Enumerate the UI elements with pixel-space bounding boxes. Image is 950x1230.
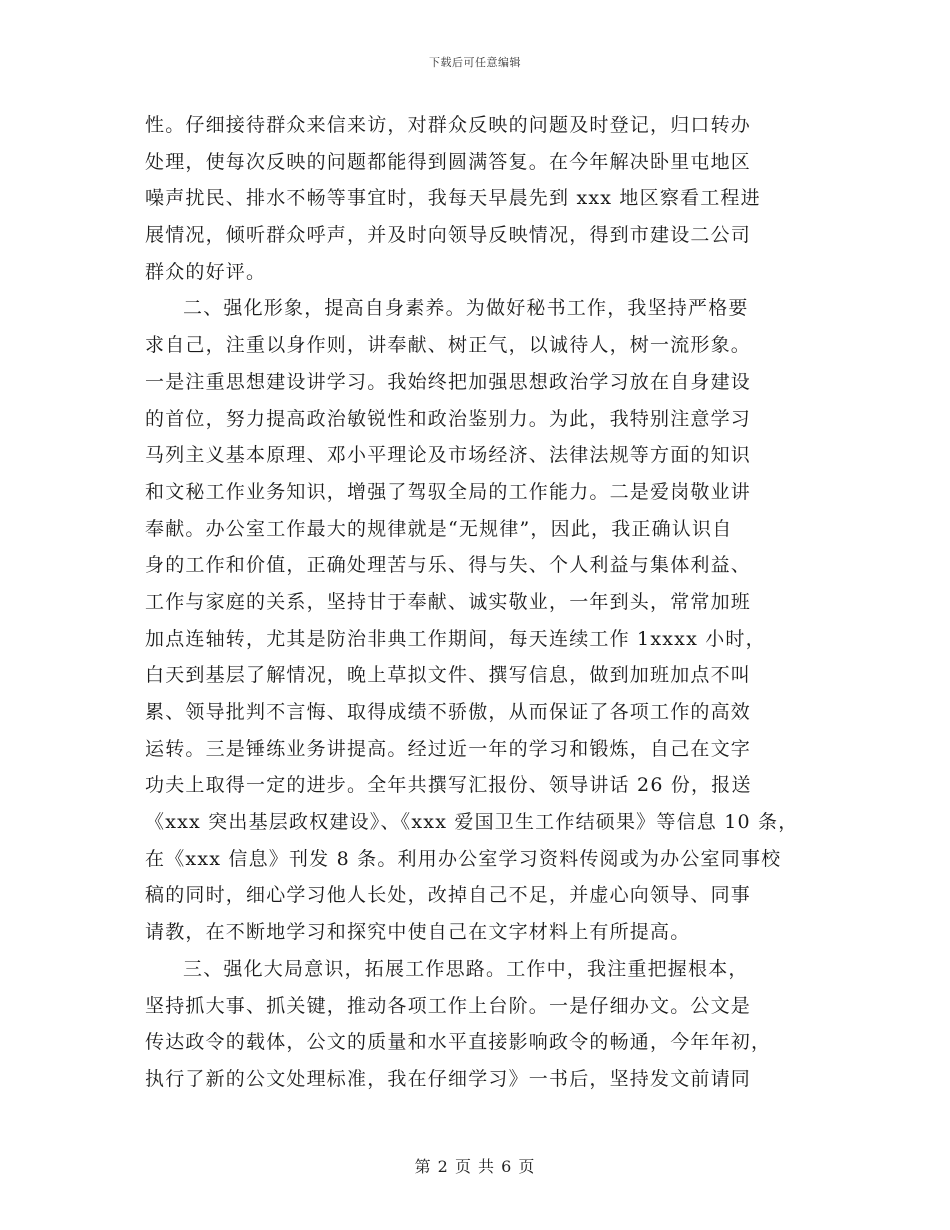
body-line: 处理，使每次反映的问题都能得到圆满答复。在今年解决卧里屯地区 [145,150,752,173]
body-line: 加点连轴转，尤其是防治非典工作期间，每天连续工作 1xxxx 小时， [145,627,766,650]
page-header: 下载后可任意编辑 [429,56,521,69]
body-line: 白天到基层了解情况，晚上草拟文件、撰写信息，做到加班加点不叫 [145,664,752,687]
document-body [145,107,825,1098]
body-line: 奉献。办公室工作最大的规律就是“无规律”，因此，我正确认识自 [145,517,733,540]
body-line: 执行了新的公文处理标准，我在仔细学习》一书后，坚持发文前请同 [145,1067,752,1090]
body-line: 累、领导批判不言悔、取得成绩不骄傲，从而保证了各项工作的高效 [145,701,752,723]
paragraph-start-line: 三、强化大局意识，拓展工作思路。工作中，我注重把握根本， [183,957,749,980]
body-line: 马列主义基本原理、邓小平理论及市场经济、法律法规等方面的知识 [145,444,752,467]
body-line: 和文秘工作业务知识，增强了驾驭全局的工作能力。二是爱岗敬业讲 [145,480,752,503]
body-line: 在《xxx 信息》刊发 8 条。利用办公室学习资料传阅或为办公室同事校 [145,847,782,870]
body-line: 群众的好评。 [145,260,267,283]
body-line: 运转。三是锤练业务讲提高。经过近一年的学习和锻炼，自己在文字 [145,737,752,760]
body-line: 求自己，注重以身作则，讲奉献、树正气，以诚待人，树一流形象。 [145,334,752,357]
body-line: 的首位，努力提高政治敏锐性和政治鉴别力。为此，我特别注意学习 [145,407,752,430]
paragraph-start-line: 二、强化形象，提高自身素养。为做好秘书工作，我坚持严格要 [183,297,749,320]
body-line: 展情况，倾听群众呼声，并及时向领导反映情况，得到市建设二公司 [145,224,752,247]
body-line: 身的工作和价值，正确处理苦与乐、得与失、个人利益与集体利益、 [145,554,752,577]
body-line: 稿的同时，细心学习他人长处，改掉自己不足，并虚心向领导、同事 [145,884,752,907]
body-line: 《xxx 突出基层政权建设》、《xxx 爱国卫生工作结硕果》等信息 10 条， [145,811,799,834]
body-line: 传达政令的载体，公文的质量和水平直接影响政令的畅通，今年年初， [145,1031,772,1054]
page-number: 第 2 页 共 6 页 [414,1157,536,1176]
body-line: 坚持抓大事、抓关键，推动各项工作上台阶。一是仔细办文。公文是 [145,994,752,1017]
body-line: 性。仔细接待群众来信来访，对群众反映的问题及时登记，归口转办 [145,114,752,136]
body-line: 噪声扰民、排水不畅等事宜时，我每天早晨先到 xxx 地区察看工程进 [145,187,761,210]
body-line: 功夫上取得一定的进步。全年共撰写汇报份、领导讲话 26 份，报送 [145,774,752,797]
body-line: 工作与家庭的关系，坚持甘于奉献、诚实敬业，一年到头，常常加班 [145,590,752,613]
body-line: 请教，在不断地学习和探究中使自己在文字材料上有所提高。 [145,921,691,944]
body-line: 一是注重思想建设讲学习。我始终把加强思想政治学习放在自身建设 [145,370,752,393]
